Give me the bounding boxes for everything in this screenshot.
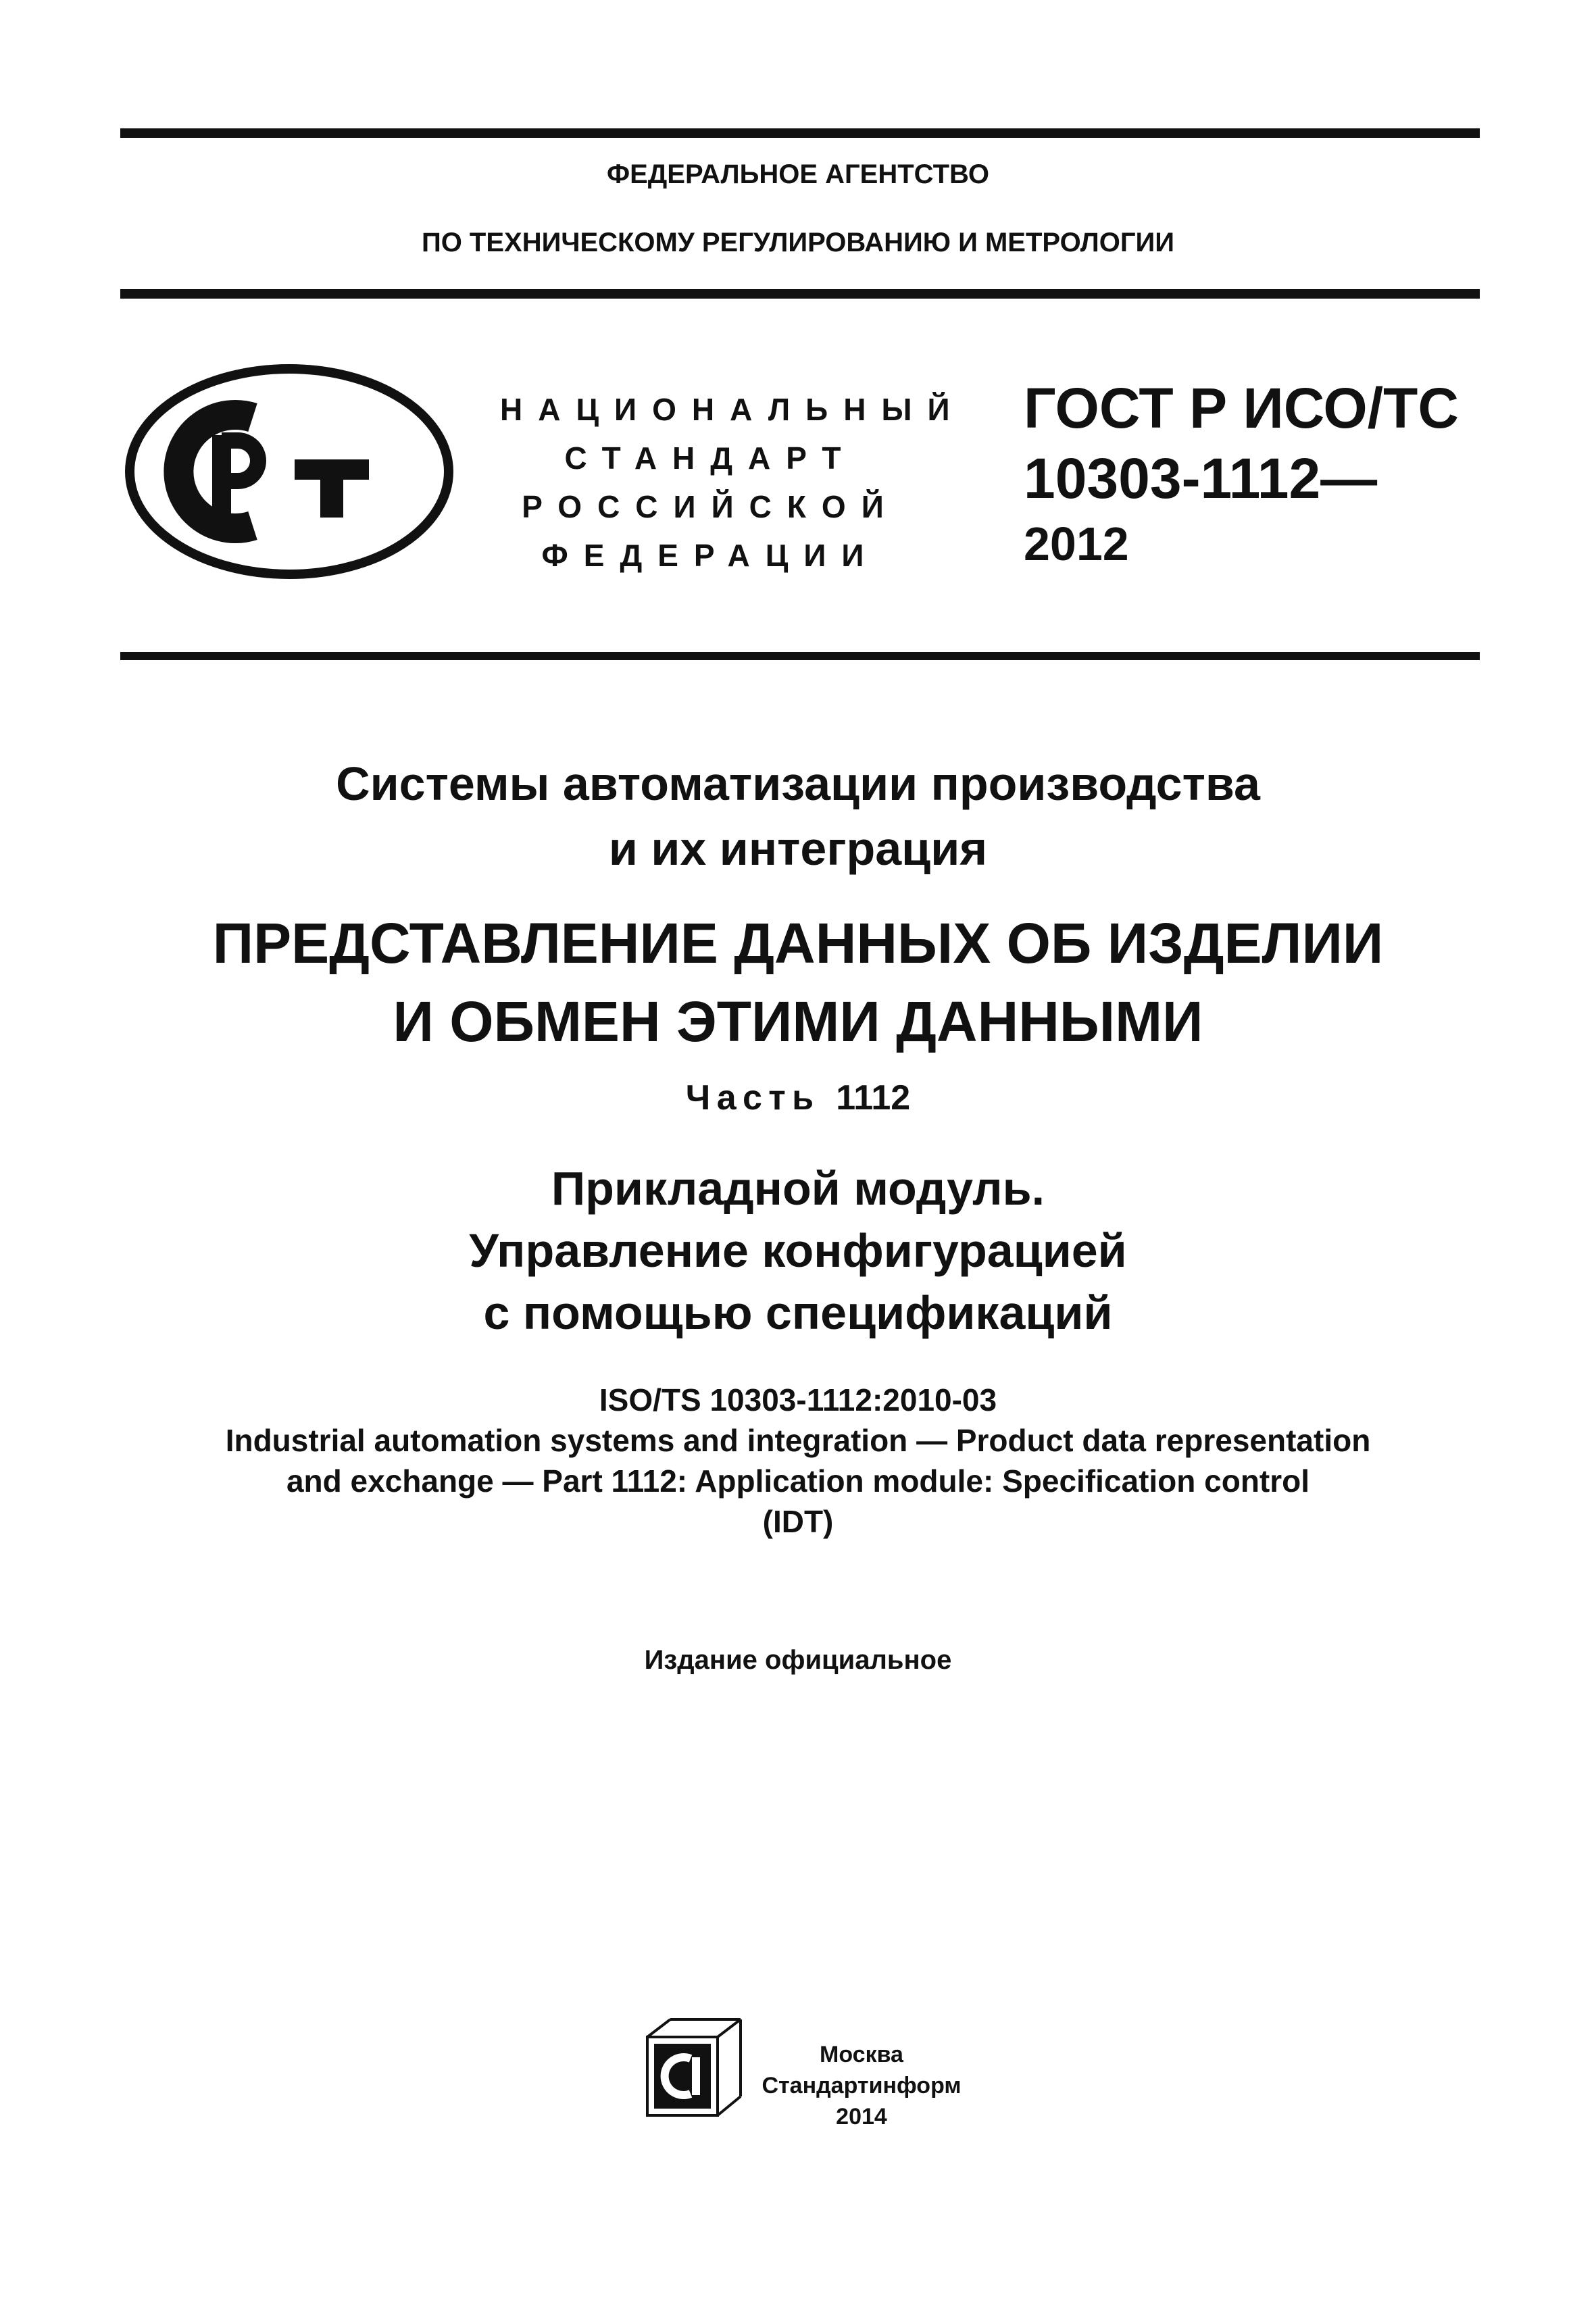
part-label: Часть [685, 1078, 820, 1117]
title-rule [120, 652, 1480, 660]
top-rule [120, 128, 1480, 138]
standard-designation [1024, 373, 1497, 574]
document-subtitle [0, 751, 1596, 881]
publisher-name: Стандартинформ [762, 2073, 962, 2098]
iso-reference-line: (IDT) [762, 1504, 834, 1539]
edition-note: Издание официальное [644, 1645, 952, 1675]
agency-name-line1: ФЕДЕРАЛЬНОЕ АГЕНТСТВО [606, 159, 990, 189]
national-standard-line: СТАНДАРТ [564, 441, 857, 476]
rst-certification-mark-icon [120, 358, 458, 585]
module-title-line: Управление конфигурацией [469, 1224, 1127, 1277]
national-standard-label [500, 385, 966, 580]
main-title-line: И ОБМЕН ЭТИМИ ДАННЫМИ [393, 990, 1203, 1053]
national-standard-line: НАЦИОНАЛЬНЫЙ [500, 392, 966, 427]
part-heading [0, 1078, 1596, 1118]
publisher-city: Москва [820, 2042, 903, 2067]
standard-designation-line2: 10303-1112— [1024, 447, 1378, 510]
iso-reference-line: Industrial automation systems and integration — Product data representation [225, 1423, 1371, 1458]
iso-reference [0, 1380, 1596, 1542]
document-main-title [0, 904, 1596, 1061]
module-title [0, 1157, 1596, 1344]
national-standard-line: ФЕДЕРАЦИИ [541, 538, 880, 573]
publisher-block [760, 2039, 963, 2132]
national-standard-line: РОССИЙСКОЙ [522, 489, 899, 524]
standartinform-logo-icon [645, 2017, 745, 2121]
agency-name-line2: ПО ТЕХНИЧЕСКОМУ РЕГУЛИРОВАНИЮ И МЕТРОЛОГИИ [421, 228, 1175, 257]
module-title-line: с помощью спецификаций [483, 1286, 1113, 1339]
iso-reference-line: ISO/TS 10303-1112:2010-03 [599, 1382, 997, 1417]
header-rule [120, 289, 1480, 299]
part-number: 1112 [836, 1078, 911, 1117]
main-title-line: ПРЕДСТАВЛЕНИЕ ДАННЫХ ОБ ИЗДЕЛИИ [212, 911, 1384, 975]
standard-designation-line1: ГОСТ Р ИСО/ТС [1024, 376, 1460, 440]
publisher-year: 2014 [836, 2104, 887, 2130]
subtitle-line: и их интеграция [608, 822, 988, 875]
subtitle-line: Системы автоматизации производства [336, 757, 1260, 810]
module-title-line: Прикладной модуль. [551, 1162, 1045, 1215]
standard-year: 2012 [1024, 518, 1129, 570]
iso-reference-line: and exchange — Part 1112: Application module: Specification control [286, 1463, 1310, 1499]
